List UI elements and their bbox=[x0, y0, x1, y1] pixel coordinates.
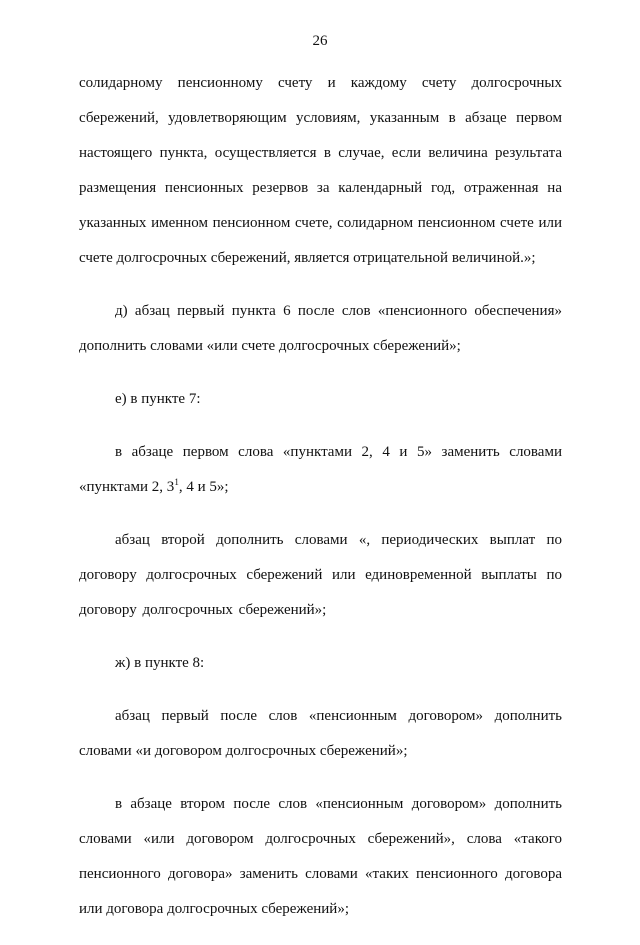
paragraph-item-e-first bbox=[79, 435, 562, 505]
paragraph-item-e: е) в пункте 7: bbox=[115, 391, 201, 407]
paragraph-item-zh: ж) в пункте 8: bbox=[115, 655, 205, 671]
document-body bbox=[79, 66, 562, 945]
page-number: 26 bbox=[312, 33, 328, 49]
paragraph-item-zh-second: в абзаце втором после слов «пенсионным договором» дополнить словами «или договором долгосрочных сбережений», слова «такого пенсионного договора» заменить словами «таких пенсионного договора или договора долгосрочных сбережений»; bbox=[79, 796, 562, 917]
paragraph-continuation: солидарному пенсионному счету и каждому счету долгосрочных сбережений, удовлетворяющим условиям, указанным в абзаце первом настоящего пункта, осуществляется в случае, если величина результата размещения пенсионных резервов за календарный год, отраженная на указанных именном пенсионном счете, солидарном пенсионном счете или счете долгосрочных сбережений, является отрицательной величиной.»; bbox=[79, 75, 562, 266]
superscript-index: 1 bbox=[174, 477, 179, 487]
paragraph-item-e-second: абзац второй дополнить словами «, периодических выплат по договору долгосрочных сбережений или единовременной выплаты по договору долгосрочных сбережений»; bbox=[79, 532, 562, 618]
paragraph-item-d: д) абзац первый пункта 6 после слов «пенсионного обеспечения» дополнить словами «или счете долгосрочных сбережений»; bbox=[79, 303, 562, 354]
paragraph-item-zh-first: абзац первый после слов «пенсионным договором» дополнить словами «и договором долгосрочных сбережений»; bbox=[79, 708, 562, 759]
paragraph-text-before: в абзаце первом слова «пунктами 2, 4 и 5» заменить словами «пунктами 2, 3 bbox=[79, 444, 562, 495]
paragraph-text-after: , 4 и 5»; bbox=[178, 479, 229, 495]
